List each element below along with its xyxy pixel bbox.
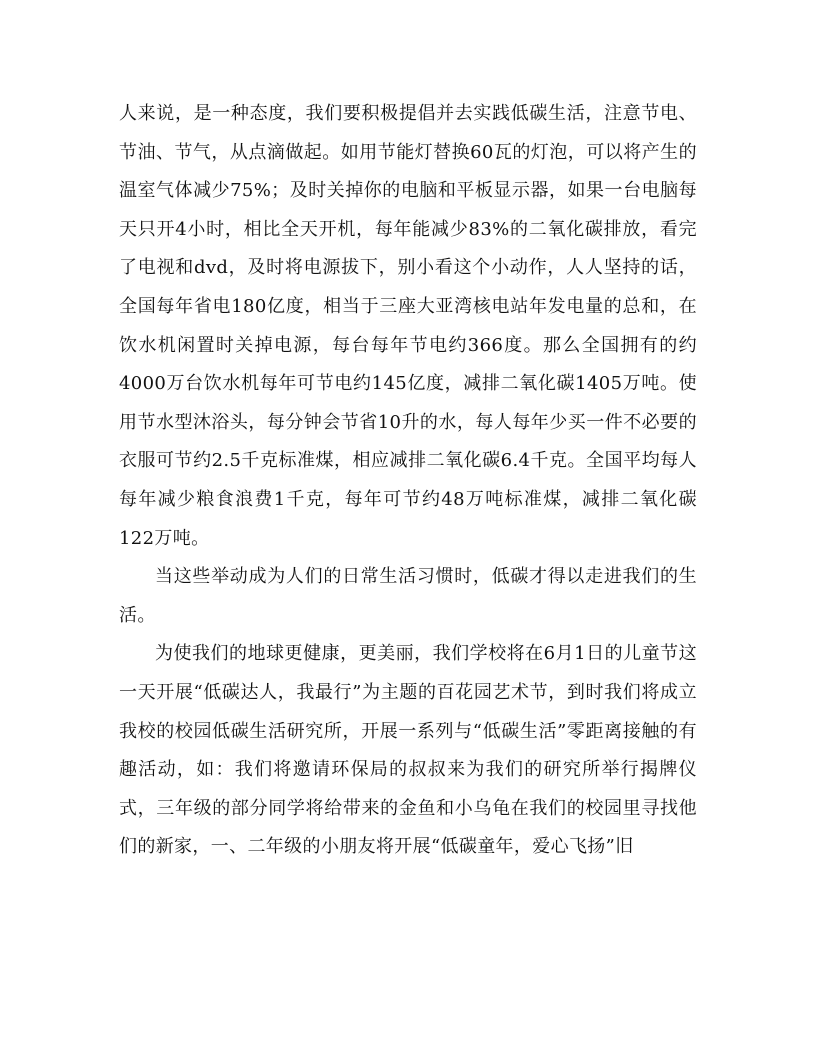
paragraph-3: 为使我们的地球更健康，更美丽，我们学校将在6月1日的儿童节这一天开展“低碳达人，我最行”为主题的百花园艺术节，到时我们将成立我校的校园低碳生活研究所，开展一系列与“低碳生活”零距离接触的有趣活动，如：我们将邀请环保局的叔叔来为我们的研究所举行揭牌仪式，三年级的部分同学将给带来的金鱼和小乌龟在我们的校园里寻找他们的新家，一、二年级的小朋友将开展“低碳童年，爱心飞扬”旧	[119, 643, 697, 858]
document-body	[119, 95, 697, 867]
paragraph-1: 人来说，是一种态度，我们要积极提倡并去实践低碳生活，注意节电、节油、节气，从点滴做起。如用节能灯替换60瓦的灯泡，可以将产生的温室气体减少75%；及时关掉你的电脑和平板显示器，如果一台电脑每天只开4小时，相比全天开机，每年能减少83%的二氧化碳排放，看完了电视和dvd，及时将电源拔下，别小看这个小动作，人人坚持的话，全国每年省电180亿度，相当于三座大亚湾核电站年发电量的总和，在饮水机闲置时关掉电源，每台每年节电约366度。那么全国拥有的约4000万台饮水机每年可节电约145亿度，减排二氧化碳1405万吨。使用节水型沐浴头，每分钟会节省10升的水，每人每年少买一件不必要的衣服可节约2.5千克标准煤，相应减排二氧化碳6.4千克。全国平均每人每年减少粮食浪费1千克，每年可节约48万吨标准煤，减排二氧化碳122万吨。	[119, 103, 697, 549]
paragraph-2: 当这些举动成为人们的日常生活习惯时，低碳才得以走进我们的生活。	[119, 566, 697, 626]
